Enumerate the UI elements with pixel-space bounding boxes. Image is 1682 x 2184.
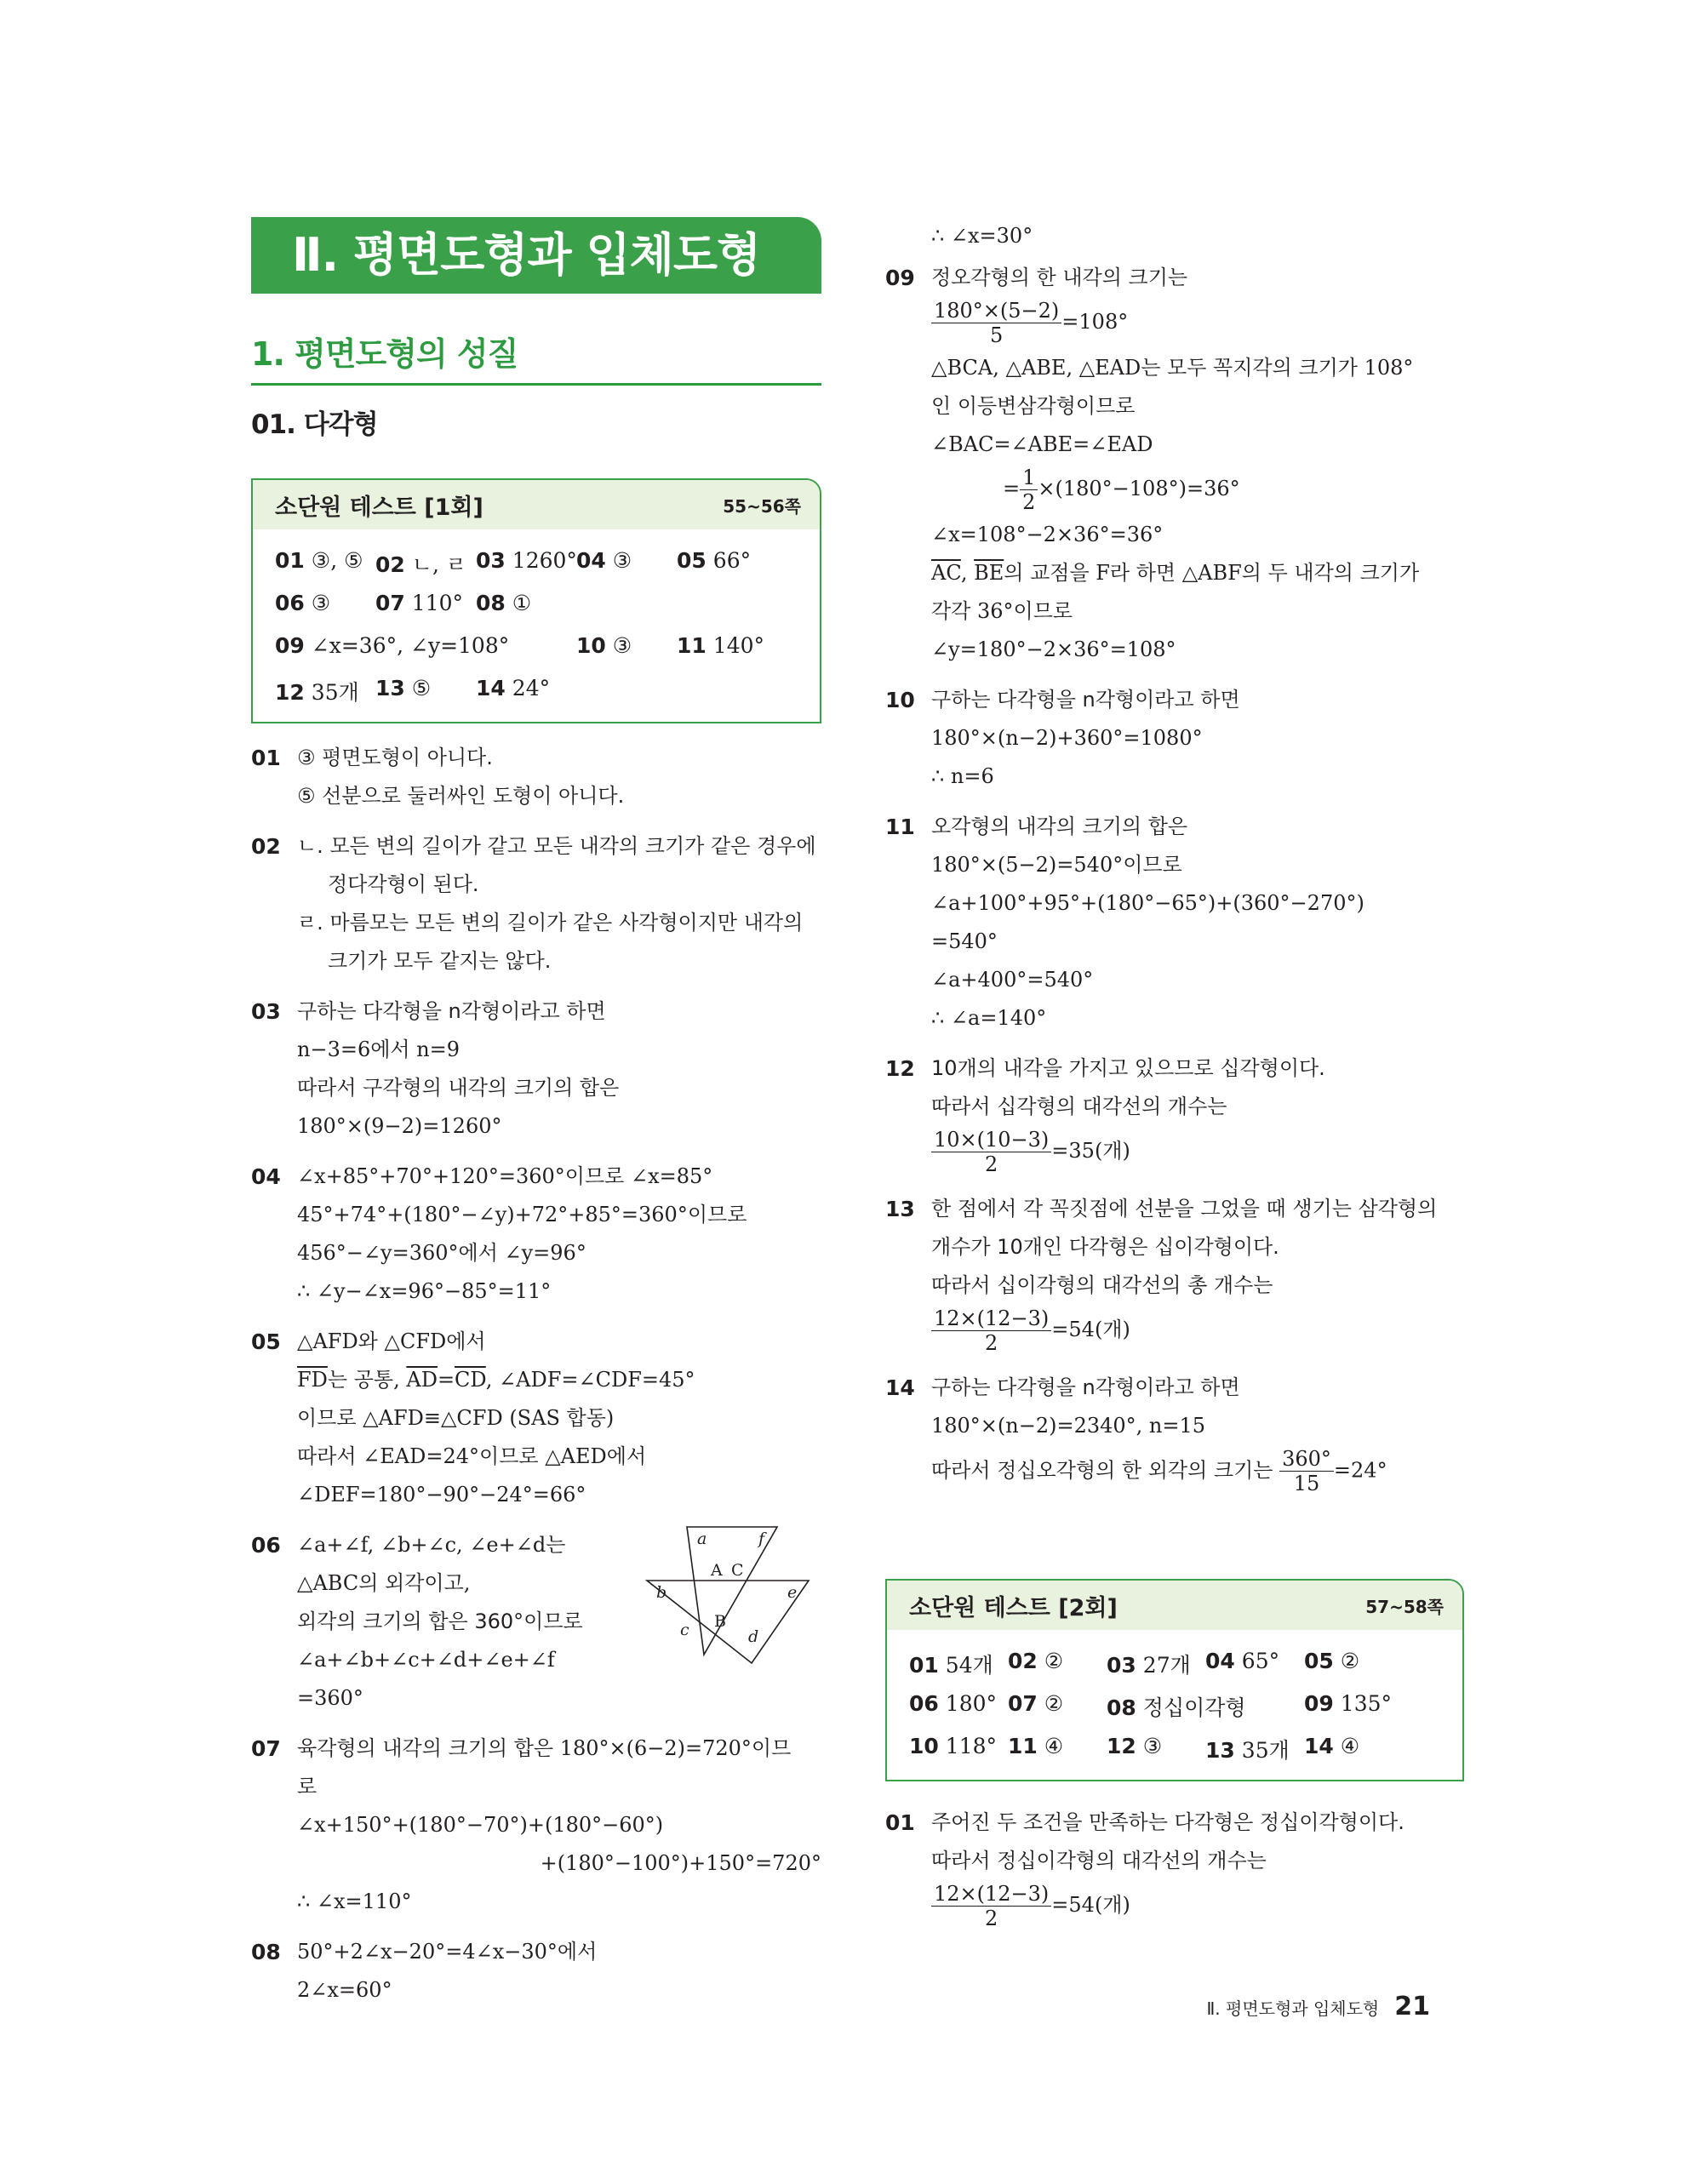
- answer-item: 03 1260°: [476, 548, 577, 573]
- label-d: d: [748, 1627, 759, 1646]
- solution-05: 05 △AFD와 △CFD에서 $\overline{FD}$는 공통, $\overline{AD}=\overline{CD}$, ∠ADF=∠CDF=45° 이므로 △AFD≡△CFD (SAS 합동) 따라서 ∠EAD=24°이므로 △AED에서 ∠DEF=180°−90°−24°=66°: [251, 1329, 695, 1507]
- answer-item: 02 ②: [1008, 1649, 1064, 1673]
- test2-pages: 57~58쪽: [1365, 1596, 1444, 1617]
- label-B: B: [714, 1612, 726, 1631]
- answer-item: 12 35개: [275, 680, 359, 705]
- footer-chapter: Ⅱ. 평면도형과 입체도형: [1206, 1998, 1380, 2019]
- label-A: A: [711, 1561, 723, 1580]
- test1-box: [251, 478, 821, 723]
- triangle-figure: [643, 1523, 813, 1672]
- solution-01: 01 ③ 평면도형이 아니다. ⑤ 선분으로 둘러싸인 도형이 아니다.: [251, 746, 625, 808]
- answer-item: 11 ④: [1008, 1734, 1064, 1758]
- answer-item: 01 ③, ⑤: [275, 548, 363, 573]
- answer-item: 10 118°: [909, 1734, 998, 1758]
- answer-item: 03 27개: [1107, 1653, 1191, 1678]
- answer-row: [909, 1725, 1440, 1768]
- solution-13: 13 한 점에서 각 꼭짓점에 선분을 그었을 때 생기는 삼각형의 개수가 10개인 다각형은 십이각형이다. 따라서 십이각형의 대각선의 총 개수는 $\frac{12\times(12-3)}{2}$ =54(개): [885, 1197, 1438, 1355]
- answer-row: [275, 540, 798, 582]
- solution-02: 02 ㄴ. 모든 변의 길이가 같고 모든 내각의 크기가 같은 경우에 정다각형이 된다. ㄹ. 마름모는 모든 변의 길이가 같은 사각형이지만 내각의 크기가 모두 같지는 않다.: [251, 834, 816, 973]
- test1-header: [253, 480, 820, 529]
- answer-item: 13 ⑤: [375, 676, 432, 700]
- test1-answers: [253, 529, 820, 722]
- answer-item: 01 54개: [909, 1653, 993, 1678]
- test2-answers: [887, 1630, 1462, 1780]
- solution-04: 04 ∠x+85°+70°+120°=360°이므로 ∠x=85° 45°+74°+(180°−∠y)+72°+85°=360°이므로 456°−∠y=360°에서 ∠y=96° ∴ ∠y−∠x=96°−85°=11°: [251, 1164, 747, 1303]
- solution-12: 12 10개의 내각을 가지고 있으므로 십각형이다. 따라서 십각형의 대각선의 개수는 $\frac{10\times(10-3)}{2}$ =35(개): [885, 1056, 1325, 1176]
- label-b: b: [656, 1583, 667, 1602]
- answer-item: 05 66°: [677, 548, 752, 573]
- answer-row: [909, 1683, 1440, 1725]
- label-c: c: [680, 1621, 689, 1639]
- answer-item: 05 ②: [1304, 1649, 1360, 1673]
- answer-item: 08 정십이각형: [1107, 1695, 1246, 1720]
- answer-item: 12 ③: [1107, 1734, 1163, 1758]
- answer-item: 04 ③: [576, 548, 632, 573]
- solution-03: 03 구하는 다각형을 n각형이라고 하면 n−3=6에서 n=9 따라서 구각형의 내각의 크기의 합은 180°×(9−2)=1260°: [251, 999, 620, 1138]
- test2-solution-01: 01 주어진 두 조건을 만족하는 다각형은 정십이각형이다. 따라서 정십이각형의 대각선의 개수는 $\frac{12\times(12-3)}{2}$ =54(개): [885, 1810, 1405, 1930]
- label-f: f: [758, 1529, 765, 1548]
- solution-07: 07 육각형의 내각의 크기의 합은 180°×(6−2)=720°이므 로 ∠x+150°+(180°−70°)+(180°−60°) +(180°−100°)+150°=720° ∴ ∠x=110°: [251, 1736, 821, 1913]
- answer-item: 02 ㄴ, ㄹ: [375, 552, 466, 577]
- solution-14: 14 구하는 다각형을 n각형이라고 하면 180°×(n−2)=2340°, n=15 따라서 정십오각형의 한 외각의 크기는 $\frac{360^\circ}{15}$ =24°: [885, 1375, 1387, 1495]
- solution-10: 10 구하는 다각형을 n각형이라고 하면 180°×(n−2)+360°=1080° ∴ n=6: [885, 688, 1240, 788]
- solution-08-cont: ∴ ∠x=30°: [931, 224, 1033, 248]
- answer-item: 06 180°: [909, 1691, 998, 1716]
- test1-pages: 55~56쪽: [723, 495, 801, 517]
- answer-item: 06 ③: [275, 591, 331, 615]
- test1-title: 소단원 테스트 [1회]: [275, 494, 483, 521]
- answer-row: [275, 625, 798, 667]
- answer-item: 13 35개: [1205, 1738, 1290, 1763]
- answer-row: [275, 667, 798, 710]
- answer-item: 09 135°: [1304, 1691, 1393, 1716]
- label-a: a: [697, 1529, 707, 1548]
- answer-item: 10 ③: [576, 633, 632, 658]
- solution-06: 06 ∠a+∠f, ∠b+∠c, ∠e+∠d는 △ABC의 외각이고, 외각의 크기의 합은 360°이므로 ∠a+∠b+∠c+∠d+∠e+∠f =360° a f A C b e B c d: [251, 1526, 821, 1718]
- answer-item: 07 ②: [1008, 1691, 1064, 1716]
- answer-row: [909, 1640, 1440, 1683]
- label-C: C: [731, 1561, 744, 1580]
- right-column: [885, 217, 1464, 1932]
- answer-item: 14 ④: [1304, 1734, 1360, 1758]
- label-e: e: [787, 1583, 798, 1602]
- test2-title: 소단원 테스트 [2회]: [909, 1594, 1118, 1621]
- page-footer: [1206, 1992, 1430, 2021]
- test2-box: [885, 1579, 1464, 1781]
- subsection-title: 01. 다각형: [251, 409, 378, 440]
- answer-item: 09 ∠x=36°, ∠y=108°: [275, 633, 510, 658]
- section-title: 1. 평면도형의 성질: [251, 328, 821, 386]
- page-number: 21: [1394, 1992, 1430, 2021]
- test2-header: [887, 1581, 1462, 1630]
- solution-11: 11 오각형의 내각의 크기의 합은 180°×(5−2)=540°이므로 ∠a+100°+95°+(180°−65°)+(360°−270°) =540° ∠a+400°=540° ∴ ∠a=140°: [885, 815, 1364, 1030]
- solution-09: 09 정오각형의 한 내각의 크기는 $\frac{180^\circ\times(5-2)}{5}$ =108° △BCA, △ABE, △EAD는 모두 꼭지각의 크기가 108° 인 이등변삼각형이므로 ∠BAC=∠ABE=∠EAD = $\frac{1}{2}$ ×(180°−108°)=36° ∠x=108°−2×36°=36° $\overline{AC}$, $\overline{BE}$의 교점을 F라 하면 △ABF의 두 내각의 크기가 각각 36°이므로 ∠y=180°−2×36°=108°: [885, 266, 1420, 661]
- chapter-title: Ⅱ. 평면도형과 입체도형: [251, 217, 821, 294]
- answer-item: 08 ①: [476, 591, 532, 615]
- answer-item: 04 65°: [1205, 1649, 1280, 1673]
- solution-08: 08 50°+2∠x−20°=4∠x−30°에서 2∠x=60°: [251, 1940, 598, 2002]
- left-solutions: [251, 739, 821, 2010]
- answer-row: [275, 582, 798, 625]
- answer-item: 14 24°: [476, 676, 551, 700]
- left-column: [251, 217, 821, 2010]
- answer-item: 11 140°: [677, 633, 765, 658]
- answer-item: 07 110°: [375, 591, 464, 615]
